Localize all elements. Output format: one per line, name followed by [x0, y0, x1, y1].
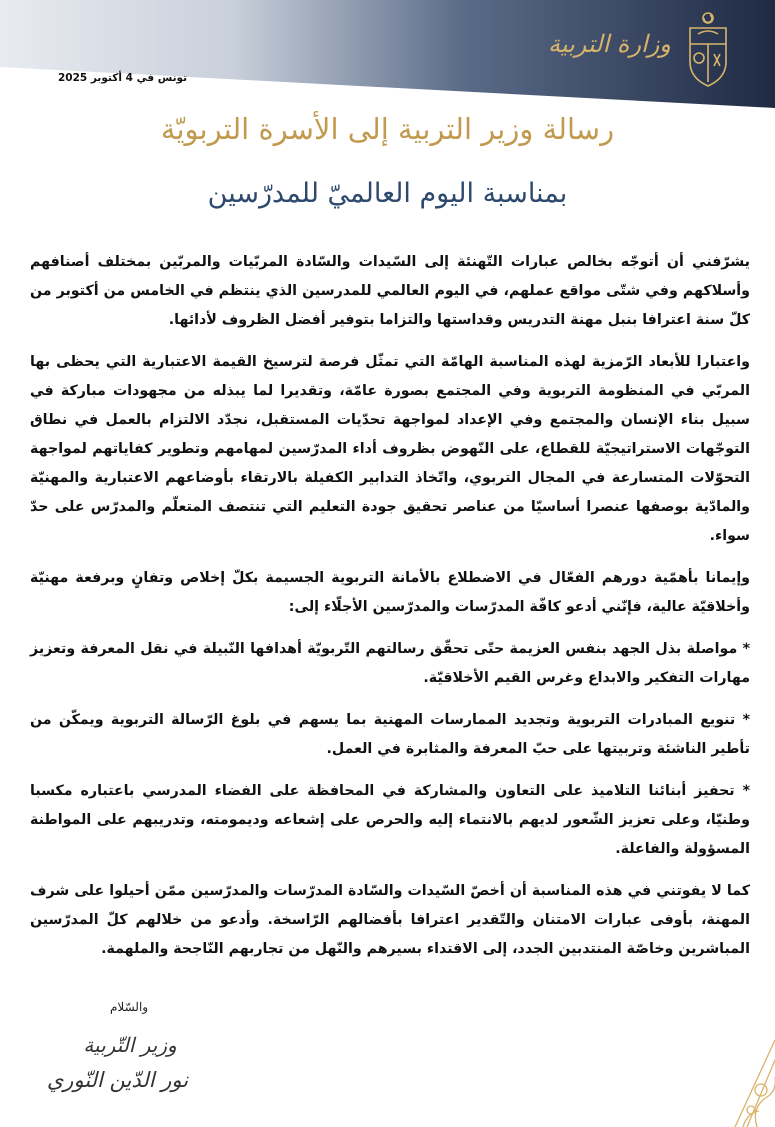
paragraph: وإيمانا بأهمّية دورهم الفعّال في الاضطلاع بالأمانة التربوية الجسيمة بكلّ إخلاص وتفانٍ وبرفعة مهنيّة وأخلاقيّة عالية، فإنّني أدعو كافّة المدرّسات والمدرّسين الأجلّاء إلى:: [30, 570, 750, 615]
paragraph: يشرّفني أن أتوجّه بخالص عبارات التّهنئة إلى السّيدات والسّادة المربّيات والمربّين بمختلف أصنافهم وأسلاكهم وفي شتّى مواقع عملهم، في اليوم العالمي للمدرسين الذي ينتظم في الخامس من أكتوبر من كلّ سنة اعترافا بنبل مهنة التدريس وقداستها والتزاما بتوفير أفضل الظروف لأدائها.: [30, 254, 750, 328]
paragraph: واعتبارا للأبعاد الرّمزية لهذه المناسبة الهامّة التي تمثّل فرصة لترسيخ القيمة الاعتبارية التي يحظى بها المربّي في المنظومة التربوية وفي المجتمع بصورة عامّة، وتقديرا لما يبذله من مجهودات مباركة في سبيل بناء الإنسان والمجتمع وفي الإعداد لمواجهة تحدّيات المستقبل، نجدّد الالتزام بالعمل في نطاق التوجّهات الاستراتيجيّة للقطاع، على النّهوض بظروف أداء المدرّسين لمهامهم وتطوير كفاياتهم لمواجهة التحوّلات المتسارعة في المجال التربوي، واتّخاذ التدابير الكفيلة بالارتقاء بأوضاعهم الاعتبارية والمهنيّة والمادّية بوصفها عنصرا أساسيّا من عناصر تحقيق جودة التعليم التي تنتصف المتعلّم والمدرّس على حدّ سواء.: [30, 354, 750, 544]
paragraph: كما لا يفوتني في هذه المناسبة أن أخصّ السّيدات والسّادة المدرّسات والمدرّسين ممّن أحيلوا على شرف المهنة، بأوفى عبارات الامتنان والتّقدير اعترافا بأفضالهم الرّاسخة. وأدعو من خلالهم كلّ المدرّسين المباشرين وخاصّة المنتدبين الجدد، إلى الاقتداء بسيرهم والنّهل من تجاربهم النّاجحة والملهمة.: [30, 883, 750, 957]
ministry-name: وزارة التربية: [548, 30, 671, 58]
signatory-title: وزير التّربية: [83, 1033, 177, 1057]
closing-salutation: والسّلام: [110, 1000, 149, 1014]
signatory-name: نور الدّين النّوري: [46, 1068, 189, 1092]
letter-title: رسالة وزير التربية إلى الأسرة التربويّة: [160, 112, 615, 146]
letter-body: [30, 248, 750, 977]
bullet-item: * تحفيز أبنائنا التلاميذ على التعاون والمشاركة في المحافظة على الفضاء المدرسي باعتباره مكسبا وطنيّا، وعلى تعزيز الشّعور لديهم بالانتماء إليه والحرص على إشعاعه وديمومته، وتدريبهم على المواطنة المسؤولة والفاعلة.: [30, 783, 750, 857]
tunisia-emblem-icon: [678, 10, 738, 90]
bullet-item: * تنويع المبادرات التربوية وتجديد الممارسات المهنية بما يسهم في بلوغ الرّسالة التربوية ويمكّن من تأطير الناشئة وتربيتها على حبّ المعرفة والمثابرة في العمل.: [30, 712, 750, 757]
letter-subtitle: بمناسبة اليوم العالميّ للمدرّسين: [207, 178, 568, 209]
corner-ornament-icon: [695, 1030, 775, 1127]
bullet-item: * مواصلة بذل الجهد بنفس العزيمة حتّى تحقّق رسالتهم التّربويّة أهدافها النّبيلة في نقل المعرفة وتعزيز مهارات التفكير والابداع وغرس القيم الأخلاقيّة.: [30, 641, 750, 686]
letter-date: تونس في 4 أكتوبر 2025: [58, 72, 188, 84]
